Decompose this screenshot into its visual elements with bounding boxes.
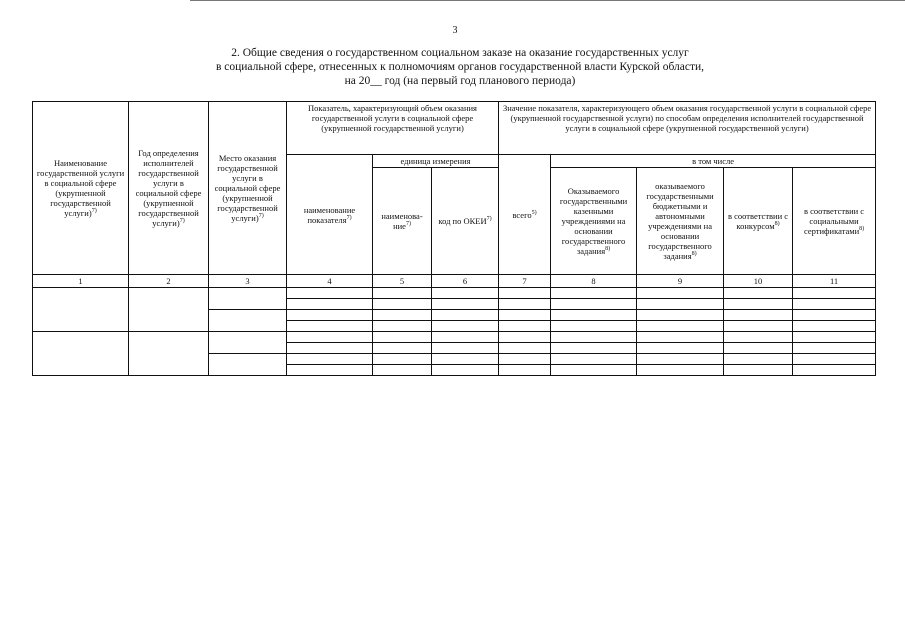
empty-cell xyxy=(432,354,499,365)
social-order-table xyxy=(32,101,876,376)
empty-cell xyxy=(793,321,876,332)
empty-cell xyxy=(287,332,373,343)
header-place: Место оказания государственной услуги в социальной сфере (укрупненной государственной услуги)$^{7)}$ xyxy=(209,102,287,275)
empty-cell xyxy=(724,332,793,343)
empty-cell xyxy=(373,310,432,321)
empty-cell xyxy=(637,365,724,376)
empty-cell xyxy=(129,332,209,376)
empty-cell xyxy=(793,288,876,299)
empty-cell xyxy=(551,343,637,354)
column-number: 9 xyxy=(637,275,724,288)
header-by-certificates: в соответствии с социальными сертификатами$^{8)}$ xyxy=(793,168,876,275)
column-number: 11 xyxy=(793,275,876,288)
empty-cell xyxy=(724,310,793,321)
column-number: 8 xyxy=(551,275,637,288)
empty-cell xyxy=(499,288,551,299)
empty-cell xyxy=(793,310,876,321)
header-unit-name: наименова-ние$^{7)}$ xyxy=(373,168,432,275)
empty-cell xyxy=(432,365,499,376)
header-service-name: Наименование государственной услуги в социальной сфере (укрупненной государственной услуги)$^{7)}$ xyxy=(33,102,129,275)
empty-cell xyxy=(209,354,287,376)
empty-cell xyxy=(287,343,373,354)
empty-cell xyxy=(432,288,499,299)
header-budget-institutions: оказываемого государственными бюджетными и автономными учреждениями на основании государственного задания$^{8)}$ xyxy=(637,168,724,275)
empty-cell xyxy=(724,288,793,299)
header-year: Год определения исполнителей государственной услуги в социальной сфере (укрупненной государственной услуги)$^{7)}$ xyxy=(129,102,209,275)
header-unit-group: единица измерения xyxy=(373,155,499,168)
empty-cell xyxy=(432,299,499,310)
empty-cell xyxy=(373,288,432,299)
empty-cell xyxy=(724,354,793,365)
empty-cell xyxy=(33,288,129,332)
empty-cell xyxy=(637,288,724,299)
column-number: 10 xyxy=(724,275,793,288)
title-line-1: 2. Общие сведения о государственном социальном заказе на оказание государственных услуг xyxy=(231,47,689,59)
empty-cell xyxy=(637,310,724,321)
empty-cell xyxy=(724,321,793,332)
header-okei-code: код по ОКЕИ$^{7)}$ xyxy=(432,168,499,275)
empty-cell xyxy=(551,365,637,376)
header-including-group: в том числе xyxy=(551,155,876,168)
empty-cell xyxy=(287,310,373,321)
empty-cell xyxy=(551,310,637,321)
empty-cell xyxy=(287,299,373,310)
empty-cell xyxy=(551,299,637,310)
empty-cell xyxy=(432,343,499,354)
header-treasury-institutions: Оказываемого государственными казенными учреждениями на основании государственного задания$^{8)}$ xyxy=(551,168,637,275)
title-line-2: в социальной сфере, отнесенных к полномочиям органов государственной власти Курской области, xyxy=(215,61,705,73)
empty-cell xyxy=(287,365,373,376)
column-number: 6 xyxy=(432,275,499,288)
column-number: 2 xyxy=(129,275,209,288)
table-row xyxy=(33,288,876,299)
empty-cell xyxy=(287,354,373,365)
empty-cell xyxy=(432,332,499,343)
empty-cell xyxy=(373,321,432,332)
header-total: всего$^{5)}$ xyxy=(499,155,551,275)
column-number: 3 xyxy=(209,275,287,288)
empty-cell xyxy=(287,321,373,332)
empty-cell xyxy=(373,343,432,354)
header-value-group: Значение показателя, характеризующего объем оказания государственной услуги в социальной сфере (укрупненной государственной услуги) по способам определения исполнителей государственной услуги в социальной сфере (укрупненной государственной услуги) xyxy=(499,102,876,155)
empty-cell xyxy=(724,343,793,354)
empty-cell xyxy=(129,288,209,332)
empty-cell xyxy=(373,299,432,310)
column-number: 5 xyxy=(373,275,432,288)
empty-cell xyxy=(499,310,551,321)
table-row xyxy=(33,332,876,343)
empty-cell xyxy=(551,321,637,332)
header-indicator-name: наименование показателя$^{7)}$ xyxy=(287,155,373,275)
empty-cell xyxy=(499,321,551,332)
empty-cell xyxy=(793,365,876,376)
empty-cell xyxy=(551,332,637,343)
column-number: 7 xyxy=(499,275,551,288)
empty-cell xyxy=(551,354,637,365)
column-number: 4 xyxy=(287,275,373,288)
header-by-competition: в соответствии с конкурсом$^{8)}$ xyxy=(724,168,793,275)
empty-cell xyxy=(637,321,724,332)
empty-cell xyxy=(499,343,551,354)
empty-cell xyxy=(637,332,724,343)
empty-cell xyxy=(637,343,724,354)
top-border-line xyxy=(190,0,905,1)
empty-cell xyxy=(209,310,287,332)
empty-cell xyxy=(432,310,499,321)
empty-cell xyxy=(637,299,724,310)
empty-cell xyxy=(724,299,793,310)
section-title xyxy=(200,46,720,88)
column-numbers-row xyxy=(33,275,876,288)
column-number: 1 xyxy=(33,275,129,288)
title-line-3: на 20__ год (на первый год планового периода) xyxy=(344,75,576,87)
empty-cell xyxy=(499,299,551,310)
empty-cell xyxy=(724,365,793,376)
empty-cell xyxy=(209,332,287,354)
empty-cell xyxy=(499,354,551,365)
empty-cell xyxy=(793,343,876,354)
empty-cell xyxy=(499,365,551,376)
empty-cell xyxy=(33,332,129,376)
empty-cell xyxy=(373,365,432,376)
empty-cell xyxy=(637,354,724,365)
empty-cell xyxy=(793,299,876,310)
empty-cell xyxy=(373,354,432,365)
header-indicator-group: Показатель, характеризующий объем оказания государственной услуги в социальной сфере (укрупненной государственной услуги) xyxy=(287,102,499,155)
empty-cell xyxy=(551,288,637,299)
page-number: 3 xyxy=(452,25,458,36)
empty-cell xyxy=(793,354,876,365)
empty-cell xyxy=(432,321,499,332)
empty-cell xyxy=(287,288,373,299)
empty-cell xyxy=(499,332,551,343)
empty-cell xyxy=(793,332,876,343)
empty-cell xyxy=(209,288,287,310)
empty-cell xyxy=(373,332,432,343)
